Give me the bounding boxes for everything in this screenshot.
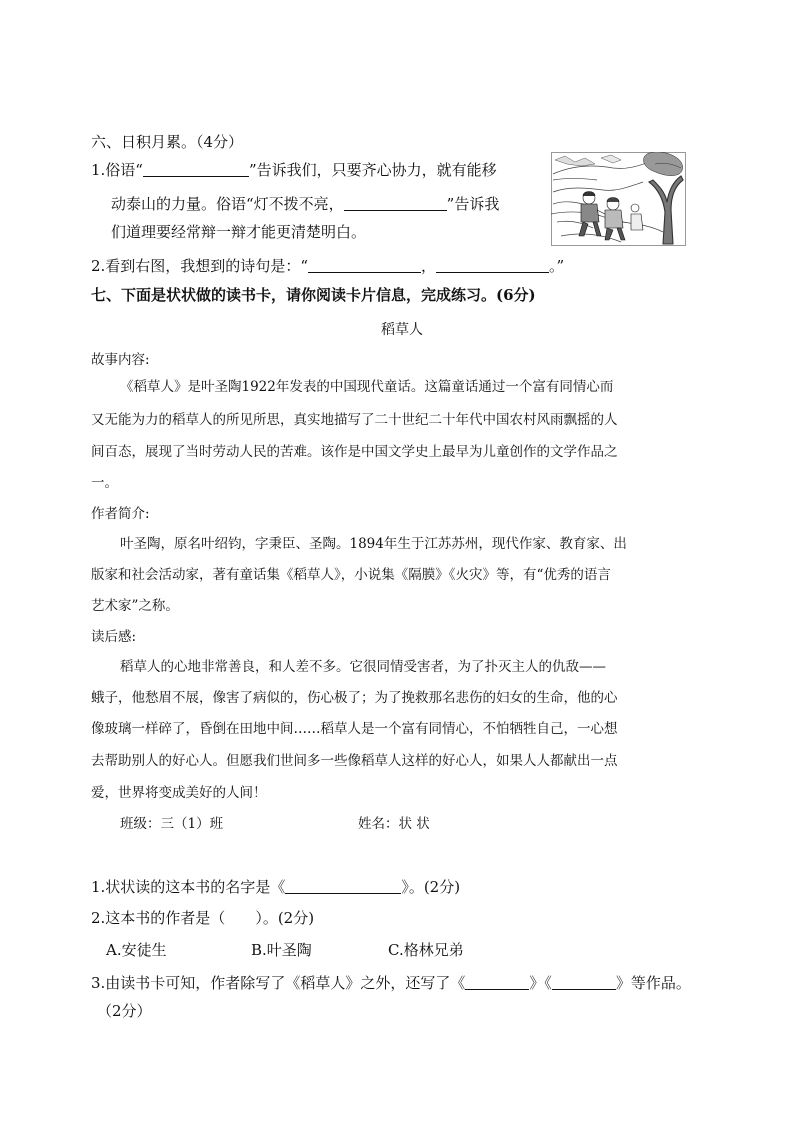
- author-label: 作者简介:: [91, 506, 150, 522]
- s6-q2-blank2[interactable]: [436, 258, 549, 273]
- s7-q2-option-c[interactable]: C.格林兄弟: [388, 941, 464, 959]
- s7-q1-a: 1.状状读的这本书的名字是《: [91, 878, 286, 896]
- s7-q3-mid: 》《: [529, 974, 552, 992]
- s7-q3-blank2[interactable]: [552, 975, 616, 990]
- s7-q1: [91, 879, 460, 895]
- card-title: 稻草人: [381, 322, 423, 338]
- review-line-1: 稻草人的心地非常善良，和人差不多。它很同情受害者，为了扑灭主人的仇敌——: [120, 659, 606, 675]
- s7-q1-b: 》。(2分): [401, 878, 461, 896]
- s7-q3-a: 3.由读书卡可知，作者除写了《稻草人》之外，还写了《: [91, 974, 466, 992]
- review-line-2: 蛾子，他愁眉不展，像害了病似的，伤心极了；为了挽救那名悲伤的妇女的生命，他的心: [91, 690, 618, 706]
- review-label: 读后感:: [91, 629, 137, 645]
- s7-q1-blank[interactable]: [285, 879, 401, 894]
- s6-q1-blank2[interactable]: [344, 196, 447, 211]
- story-line-1: 《稻草人》是叶圣陶1922年发表的中国现代童话。这篇童话通过一个富有同情心而: [120, 379, 614, 395]
- story-line-4: 一。: [91, 475, 118, 491]
- s7-q2: 2.这本书的作者是（ ）。(2分): [91, 909, 315, 927]
- s6-q1-blank1[interactable]: [143, 162, 249, 177]
- author-line-2: 版家和社会活动家，著有童话集《稻草人》，小说集《隔膜》《火灾》等，有“优秀的语言: [91, 567, 611, 583]
- review-line-5: 爱，世界将变成美好的人间！: [91, 785, 267, 801]
- s6-q1-l1-a: 1.俗语“: [91, 161, 143, 179]
- s7-q3: [91, 975, 691, 991]
- s6-q1-l1-b: ”告诉我们，只要齐心协力，就有能移: [248, 161, 497, 179]
- author-line-3: 艺术家”之称。: [91, 598, 179, 614]
- section6-heading: 六、日积月累。（4分）: [91, 133, 244, 151]
- name-info: 姓名：状 状: [358, 816, 430, 832]
- s6-q2-sep: ，: [420, 257, 436, 275]
- s6-q1-l2-b: ”告诉我: [446, 195, 500, 213]
- author-line-1: 叶圣陶，原名叶绍钧，字秉臣、圣陶。1894年生于江苏苏州，现代作家、教育家、出: [120, 536, 627, 552]
- s6-q2-a: 2.看到右图，我想到的诗句是：“: [91, 257, 308, 275]
- review-line-4: 去帮助别人的好心人。但愿我们世间多一些像稻草人这样的好心人，如果人人都献出一点: [91, 753, 618, 769]
- story-line-2: 又无能为力的稻草人的所见所思，真实地描写了二十世纪二十年代中国农村风雨飘摇的人: [91, 412, 618, 428]
- s6-q1-line3: 们道理要经常辩一辩才能更清楚明白。: [111, 223, 367, 241]
- s6-q1-line1: [91, 162, 497, 178]
- s6-q1-l2-a: 动泰山的力量。俗语“灯不拨不亮，: [111, 195, 344, 213]
- story-line-3: 间百态，展现了当时劳动人民的苦难。该作是中国文学史上最早为儿童创作的文学作品之: [91, 444, 618, 460]
- s7-q3-score: （2分）: [97, 1002, 152, 1020]
- s7-q2-option-a[interactable]: A.安徒生: [106, 941, 167, 959]
- class-info: 班级：三（1）班: [120, 816, 224, 832]
- s7-q3-b: 》等作品。: [615, 974, 691, 992]
- s7-q3-blank1[interactable]: [465, 975, 529, 990]
- s6-q2: [91, 258, 564, 274]
- s6-q2-end: 。”: [549, 257, 565, 275]
- s6-q2-blank1[interactable]: [308, 258, 421, 273]
- section7-heading: 七、下面是状状做的读书卡，请你阅读卡片信息，完成练习。(6分): [91, 286, 536, 304]
- story-label: 故事内容:: [91, 352, 150, 368]
- s7-q2-option-b[interactable]: B.叶圣陶: [251, 941, 312, 959]
- s6-q1-line2: [111, 196, 499, 212]
- review-line-3: 像玻璃一样碎了，昏倒在田地中间……稻草人是一个富有同情心，不怕牺牲自己，一心想: [91, 721, 618, 737]
- illustration-image: [551, 152, 686, 246]
